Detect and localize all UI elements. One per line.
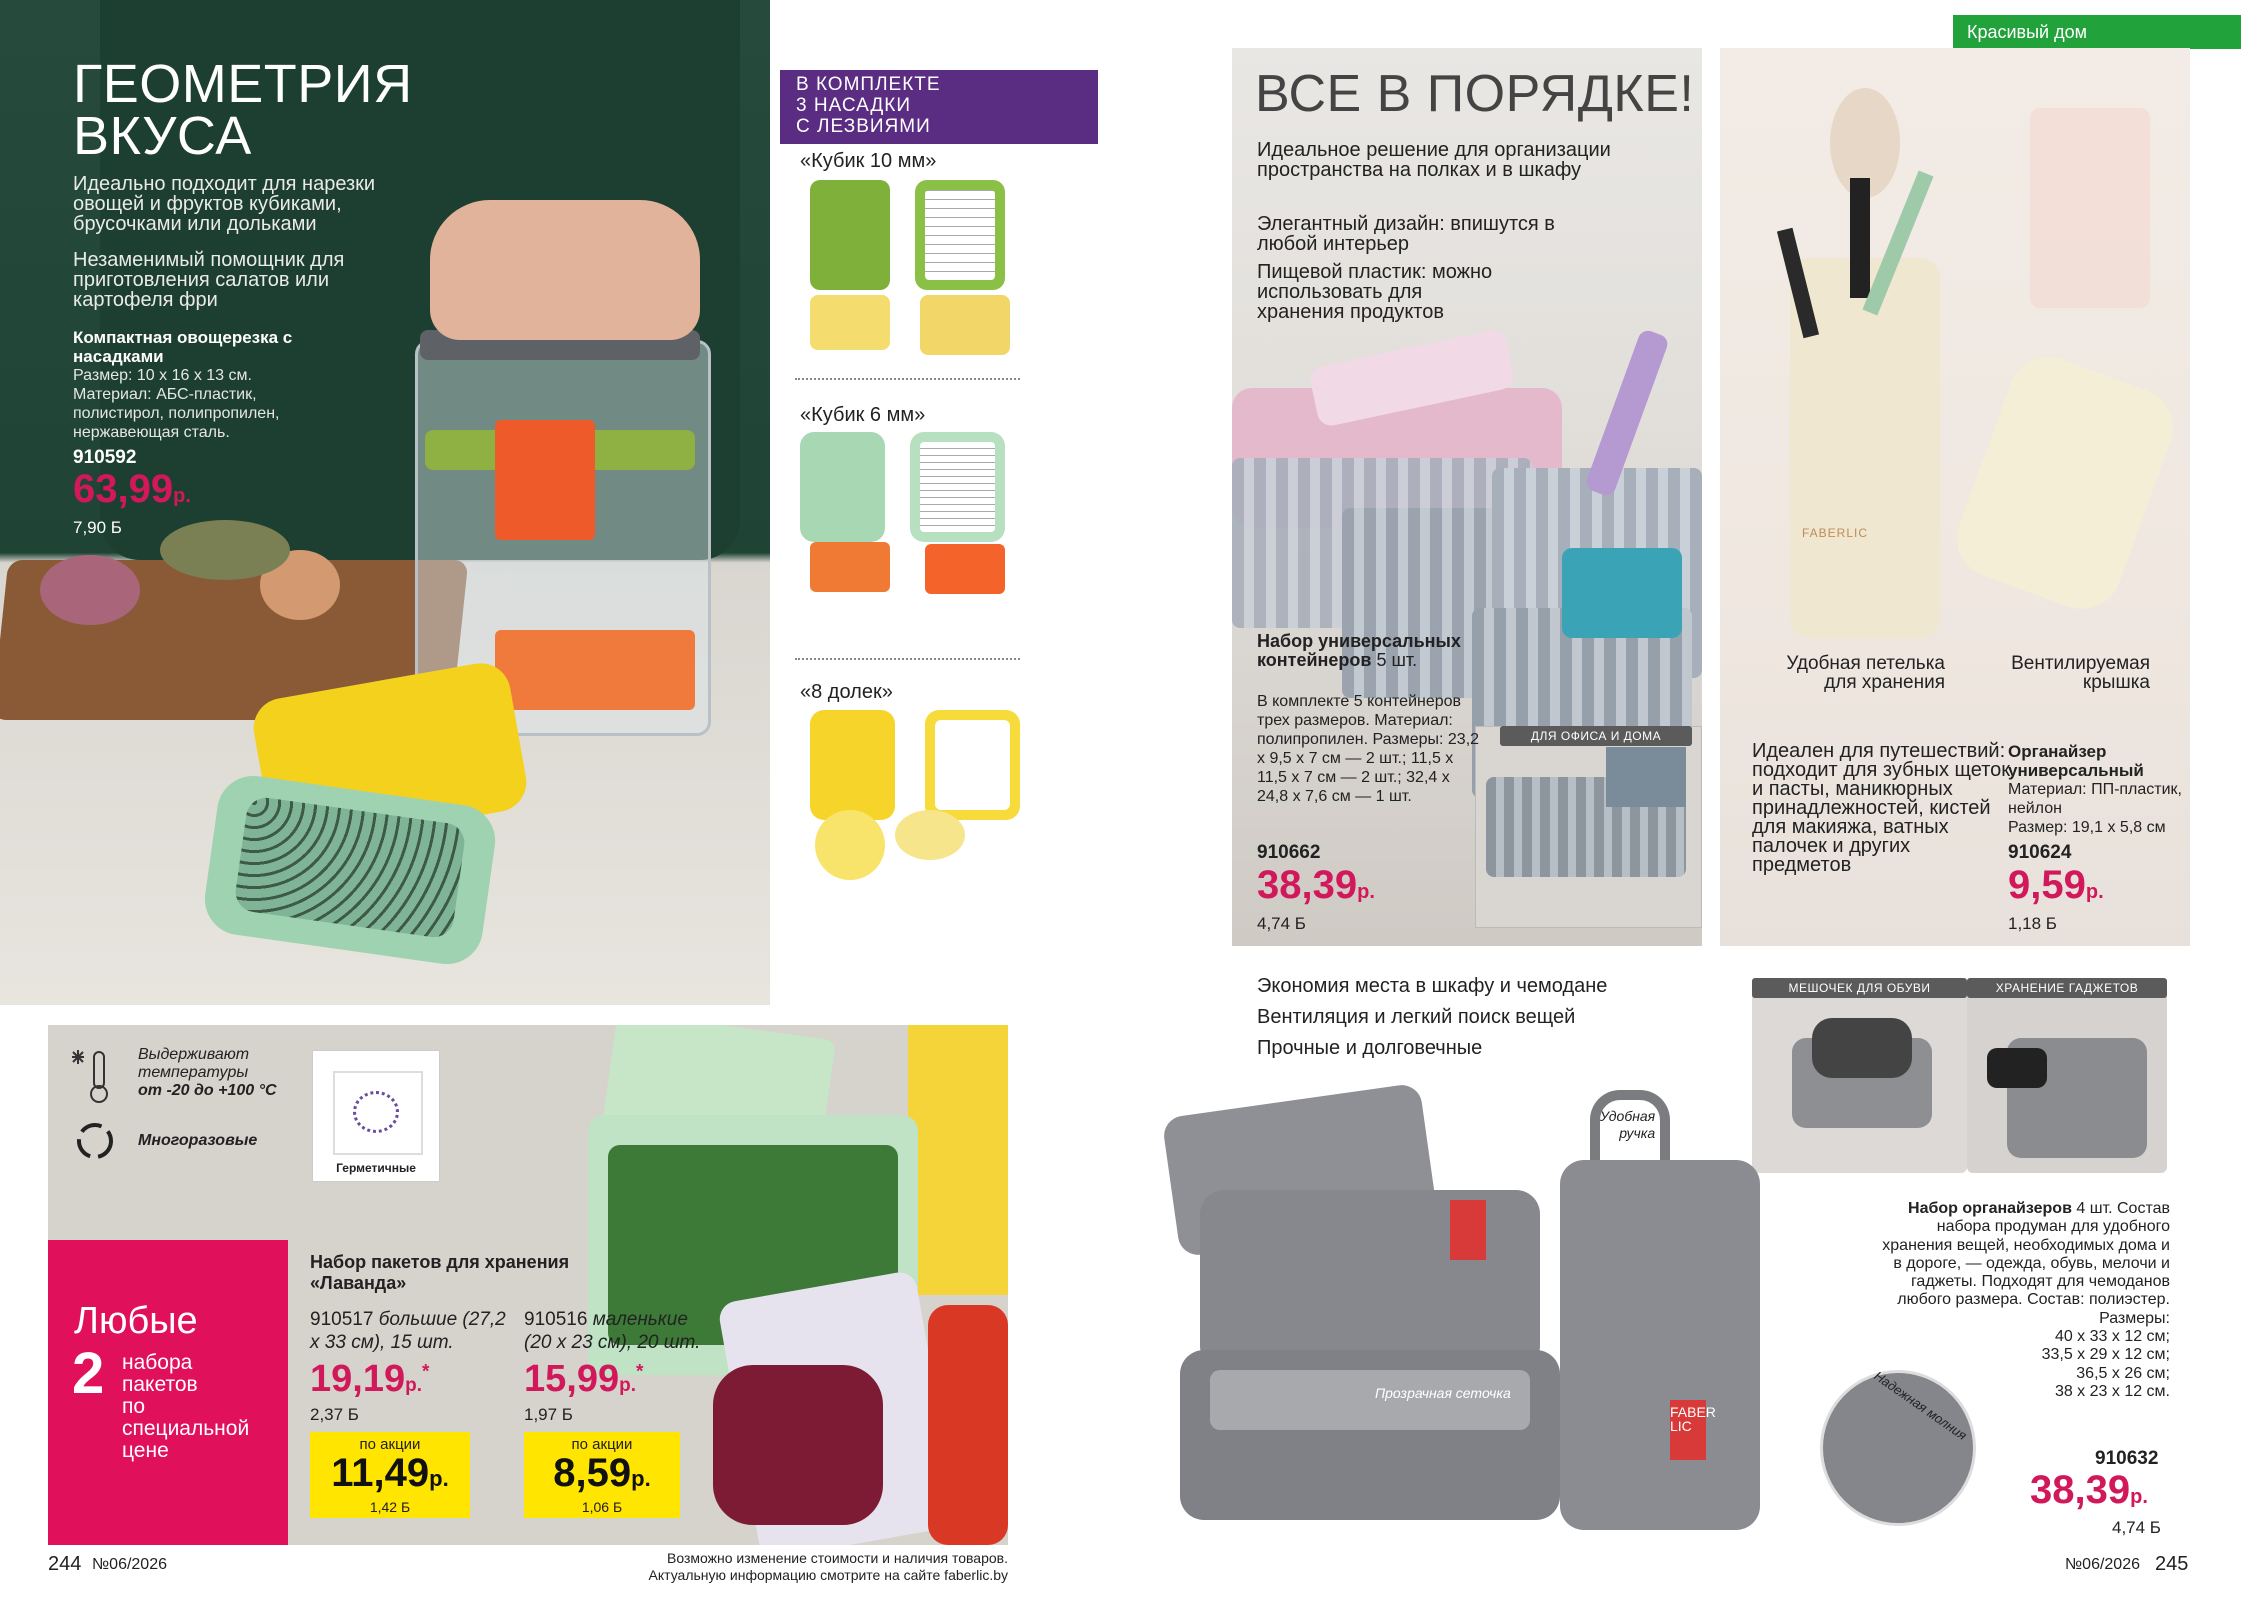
bag-small-asterisk: * [635,1361,644,1383]
issue-right: №06/2026 [2065,1556,2140,1573]
organizer-price [2008,863,2104,908]
containers-desc: В комплекте 5 контейнеров трех размеров. Материал: полипропилен. Размеры: 23,2 х 9,5 х 7 см — 2 шт.; 11,5 х 11,5 х 7 см — 2 шт.; 32,4 х 24,8 х 7,6 см — 1 шт. [1257,693,1480,805]
bag-large-code: 910517 [310,1309,374,1330]
office-inset [1475,726,1702,928]
set-banner: В КОМПЛЕКТЕ 3 НАСАДКИ С ЛЕЗВИЯМИ [780,70,1098,144]
disclaimer [560,1550,1008,1584]
size-3: 36,5 х 26 см; [2076,1364,2170,1382]
divider [795,378,1020,380]
shoe-bag-inset [1752,978,1967,1173]
bag-small-info [524,1308,714,1354]
containers-price-unit: р. [1357,881,1375,903]
disclaimer-line-1: Возможно изменение стоимости и наличия товаров. [666,1550,1008,1566]
bag-large-price [310,1358,429,1401]
set-qty: 4 шт. [2076,1200,2113,1217]
containers-name [1257,632,1467,670]
organizer-material: Материал: ПП-пластик, нейлон [2008,781,2182,817]
organizer-price-value: 9,59 [2008,863,2086,907]
price-unit: р. [173,485,191,507]
price-value: 63,99 [73,467,174,511]
set-price [2030,1468,2148,1513]
product-code: 910592 [73,447,137,468]
promo-number: 2 [72,1341,105,1406]
bag-large-promo-label: по акции [359,1436,421,1453]
intro-text-1: Идеально подходит для нарезки овощей и фруктов кубиками, брусочками или дольками [73,173,376,235]
attachment-label-1: «Кубик 10 мм» [800,150,937,172]
bag-small-promo-label: по акции [571,1436,633,1453]
attachment-label-2: «Кубик 6 мм» [800,404,926,426]
divider [795,658,1020,660]
organizer-features: Идеален для путешествий: подходит для зубных щеток и пасты, маникюрных принадлежностей, кистей для макияжа, ватных палочек и других предметов [1752,740,2011,876]
promo-headline: Любые [74,1300,198,1342]
recycle-icon [72,1118,118,1164]
feature-temp-line2: температуры [138,1064,249,1081]
bag-small-promo-price: 8,59 [553,1451,632,1495]
tag-shoe-bag: МЕШОЧЕК ДЛЯ ОБУВИ [1752,978,1967,998]
bag-small-promo [524,1432,680,1518]
page-number-left: 244 [48,1553,82,1575]
set-price-value: 38,39 [2030,1468,2131,1512]
callout-loop: Удобная петелька для хранения [1786,653,1945,693]
organizer-brand: FABERLIC [1802,526,1869,540]
organizer-points: 1,18 Б [2008,914,2057,933]
tag-gadget-bag: ХРАНЕНИЕ ГАДЖЕТОВ [1967,978,2167,998]
set-benefit-2: Вентиляция и легкий поиск вещей [1257,1006,1576,1028]
attachment-label-3: «8 долек» [800,681,893,703]
feature-sealed: Герметичные [336,1161,416,1175]
organizer-code: 910624 [2008,842,2072,863]
callout-lid: Вентилируемая крышка [2011,653,2150,693]
callout-handle: Удобная ручка [1600,1108,1656,1141]
containers-code: 910662 [1257,842,1321,863]
sizes-title: Размеры: [2099,1309,2170,1327]
bag-large-promo-points: 1,42 Б [369,1499,411,1515]
containers-name-text: Набор универсальных контейнеров [1257,631,1461,670]
right-headline: ВСЕ В ПОРЯДКЕ! [1255,65,1695,123]
containers-qty: 5 шт. [1376,650,1418,670]
bags-product-name: Набор пакетов для хранения «Лаванда» [310,1252,570,1293]
feature-temp-line1: Выдерживают [138,1046,250,1063]
benefit-1: Идеальное решение для организации пространства на полках и в шкафу [1257,139,1611,181]
organizer-name: Органайзер универсальный [2008,742,2144,780]
set-benefit-3: Прочные и долговечные [1257,1037,1483,1059]
set-points: 4,74 Б [2112,1518,2161,1537]
section-tab: Красивый дом [1953,15,2241,49]
size-1: 40 х 33 х 12 см; [2054,1328,2170,1346]
bag-small-price [524,1358,643,1401]
bag-small-price-value: 15,99 [524,1358,620,1400]
callout-mesh: Прозрачная сеточка [1375,1385,1511,1401]
bag-large-asterisk: * [421,1361,430,1383]
product-specs: Размер: 10 х 16 х 13 см. Материал: АБС-пластик, полистирол, полипропилен, нержавеющая сталь. [73,367,280,441]
bag-small-points: 1,97 Б [524,1405,573,1424]
bag-large-promo-price: 11,49 [331,1451,430,1495]
containers-price-value: 38,39 [1257,863,1358,907]
set-desc: Состав набора продуман для удобного хранения вещей, необходимых дома и в дороге, — одежда, обувь, мелочи и гаджеты. Подходят для чемоданов любого размера. Состав: полиэстер. [1882,1200,2170,1309]
sealed-bag-image [312,1050,440,1182]
containers-points: 4,74 Б [1257,914,1306,933]
callout-zip: Надежная молния [1871,1368,1970,1443]
feature-reusable: Многоразовые [138,1132,258,1149]
attachment-image-1 [800,180,1030,360]
bag-small-code: 910516 [524,1309,588,1330]
intro-text-2: Незаменимый помощник для приготовления салатов или картофеля фри [73,249,345,311]
organizers-set-photo [1150,1070,1770,1540]
bag-small-promo-points: 1,06 Б [581,1499,623,1515]
benefit-3: Пищевой пластик: можно использовать для хранения продуктов [1257,261,1493,323]
product-price [73,467,191,512]
organizer-price-unit: р. [2085,881,2104,903]
issue-left: №06/2026 [92,1556,167,1573]
set-description [1880,1200,2170,1401]
product-points: 7,90 Б [73,518,122,537]
set-benefit-1: Экономия места в шкафу и чемодане [1257,975,1608,997]
bag-large-price-value: 19,19 [310,1358,406,1400]
gadget-bag-inset [1967,978,2167,1173]
bag-large-desc: большие (27,2 х 33 см), 15 шт. [310,1309,506,1353]
feature-temperature [138,1046,277,1100]
bag-small-desc: маленькие (20 х 23 см), 20 шт. [524,1309,701,1353]
bag-large-info [310,1308,520,1354]
organizer-size: Размер: 19,1 х 5,8 см [2008,819,2166,836]
attachment-image-3 [800,710,1030,880]
brand-label-set: FABER LIC [1670,1404,1716,1434]
promo-text: набора пакетов по специальной цене [122,1351,250,1462]
attachment-image-2 [800,432,1030,612]
product-name: Компактная овощерезка с насадками [73,328,293,366]
bag-large-points: 2,37 Б [310,1405,359,1424]
feature-temp-line3: от -20 до +100 °C [138,1082,277,1099]
bag-small-price-unit: р. [619,1375,636,1396]
bag-small-promo-unit: р. [631,1466,651,1491]
bag-large-price-unit: р. [405,1375,422,1396]
inset-tag-office: ДЛЯ ОФИСА И ДОМА [1500,726,1692,746]
headline: ГЕОМЕТРИЯ ВКУСА [73,54,413,166]
set-price-unit: р. [2130,1486,2148,1508]
disclaimer-line-2: Актуальную информацию смотрите на сайте faberlic.by [648,1567,1008,1583]
set-name: Набор органайзеров [1908,1200,2072,1217]
size-4: 38 х 23 х 12 см. [2054,1382,2170,1400]
thermometer-icon [70,1046,116,1106]
page-number-right: 245 [2155,1553,2189,1575]
containers-price [1257,863,1375,908]
benefit-2: Элегантный дизайн: впишутся в любой интерьер [1257,213,1555,255]
size-2: 33,5 х 29 х 12 см; [2041,1346,2170,1364]
set-code: 910632 [2095,1448,2159,1469]
bag-large-promo [310,1432,470,1518]
bag-large-promo-unit: р. [429,1466,449,1491]
